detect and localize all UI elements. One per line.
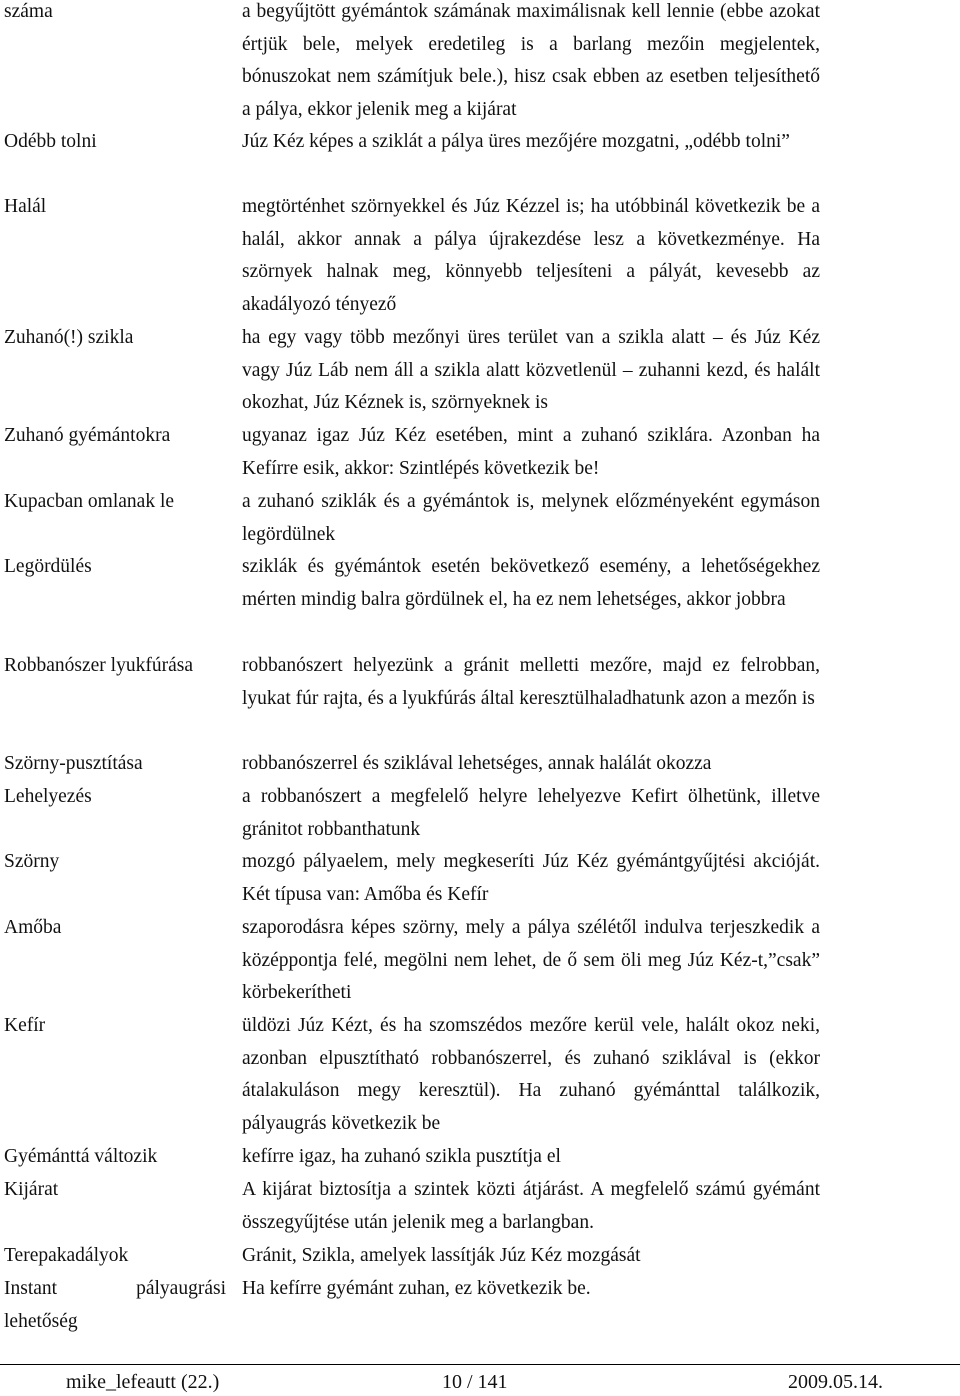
- glossary-definition: mozgó pályaelem, mely megkeseríti Júz Kéz gyémántgyűjtési akcióját. Két típusa van: Amőba és Kefír: [242, 851, 820, 905]
- glossary-definition: megtörténhet szörnyekkel és Júz Kézzel is; ha utóbbinál következik be a halál, akkor annak a pálya újrakezdése lesz a következménye. Ha szörnyek halnak meg, könnyebb teljesíteni a pályát, kevesebb az akadályozó tényező: [242, 196, 820, 316]
- glossary-term: Lehelyezés: [4, 786, 92, 807]
- glossary-term: Kefír: [4, 1015, 46, 1036]
- glossary-definition: a begyűjtött gyémántok számának maximálisnak kell lennie (ebbe azokat értjük bele, melyek eredetileg is a barlang mezőin megjelentek, bónuszokat nem számítjuk bele.), hisz csak ebben az esetben teljesíthető a pálya, ekkor jelenik meg a kijárat: [242, 1, 820, 121]
- footer-divider: [0, 1364, 960, 1365]
- glossary-term: Amőba: [4, 917, 62, 938]
- glossary-term: Robbanószer lyukfúrása: [4, 655, 193, 676]
- glossary-definition: robbanószert helyezünk a gránit melletti mezőre, majd ez felrobban, lyukat fúr rajta, és a lyukfúrás által keresztülhaladhatunk azon a mezőn is: [242, 655, 820, 709]
- glossary-term: Zuhanó(!) szikla: [4, 327, 134, 348]
- glossary-term: Legördülés: [4, 556, 92, 577]
- glossary-definition: Júz Kéz képes a sziklát a pálya üres mezőjére mozgatni, „odébb tolni”: [242, 131, 790, 152]
- glossary-definition: üldözi Júz Kézt, és ha szomszédos mezőre kerül vele, halált okoz neki, azonban elpusztítható robbanószerrel, és zuhanó sziklával is (ekkor átalakuláson megy keresztül). Ha zuhanó gyémánttal találkozik, pályaugrás következik be: [242, 1015, 820, 1135]
- glossary-term: Kupacban omlanak le: [4, 491, 175, 512]
- glossary-term: Szörny: [4, 851, 60, 872]
- footer-date: 2009.05.14.: [788, 1371, 883, 1393]
- footer-author: mike_lefeautt (22.): [66, 1371, 220, 1393]
- glossary-term: Gyémánttá változik: [4, 1146, 158, 1167]
- glossary-term: Terepakadályok: [4, 1245, 129, 1266]
- glossary-definition: Ha kefírre gyémánt zuhan, ez következik be.: [242, 1278, 591, 1299]
- glossary-term: Szörny-pusztítása: [4, 753, 143, 774]
- glossary-definition: Gránit, Szikla, amelyek lassítják Júz Kéz mozgását: [242, 1245, 641, 1266]
- glossary-term: Odébb tolni: [4, 131, 97, 152]
- glossary-definition: kefírre igaz, ha zuhanó szikla pusztítja el: [242, 1146, 561, 1167]
- glossary-definition: robbanószerrel és sziklával lehetséges, annak halálát okozza: [242, 753, 712, 774]
- glossary-term: száma: [4, 1, 53, 22]
- page-number: 10 / 141: [442, 1371, 508, 1393]
- glossary-definition: szaporodásra képes szörny, mely a pálya szélétől indulva terjeszkedik a középpontja felé, megölni nem lehet, de ő sem öli meg Júz Kéz-t,”csak” körbekerítheti: [242, 917, 820, 1004]
- glossary-term: Instant pályaugrási lehetőség: [4, 1278, 226, 1332]
- glossary-term: Halál: [4, 196, 47, 217]
- glossary-term: Zuhanó gyémántokra: [4, 425, 171, 446]
- glossary-definition: sziklák és gyémántok esetén bekövetkező esemény, a lehetőségekhez mérten mindig balra gördülnek el, ha ez nem lehetséges, akkor jobbra: [242, 556, 820, 610]
- glossary-term: Kijárat: [4, 1179, 59, 1200]
- glossary-definition: ugyanaz igaz Júz Kéz esetében, mint a zuhanó sziklára. Azonban ha Kefírre esik, akkor: Szintlépés következik be!: [242, 425, 820, 479]
- glossary-definition: ha egy vagy több mezőnyi üres terület van a szikla alatt – és Júz Kéz vagy Júz Láb nem áll a szikla alatt közvetlenül – zuhanni kezd, és halált okozhat, Júz Kéznek is, szörnyeknek is: [242, 327, 820, 414]
- glossary-definition: A kijárat biztosítja a szintek közti átjárást. A megfelelő számú gyémánt összegyűjtése után jelenik meg a barlangban.: [242, 1179, 820, 1233]
- glossary-definition: a robbanószert a megfelelő helyre lehelyezve Kefirt ölhetünk, illetve gránitot robbanthatunk: [242, 786, 820, 840]
- glossary-definition: a zuhanó sziklák és a gyémántok is, melynek előzményeként egymáson legördülnek: [242, 491, 820, 545]
